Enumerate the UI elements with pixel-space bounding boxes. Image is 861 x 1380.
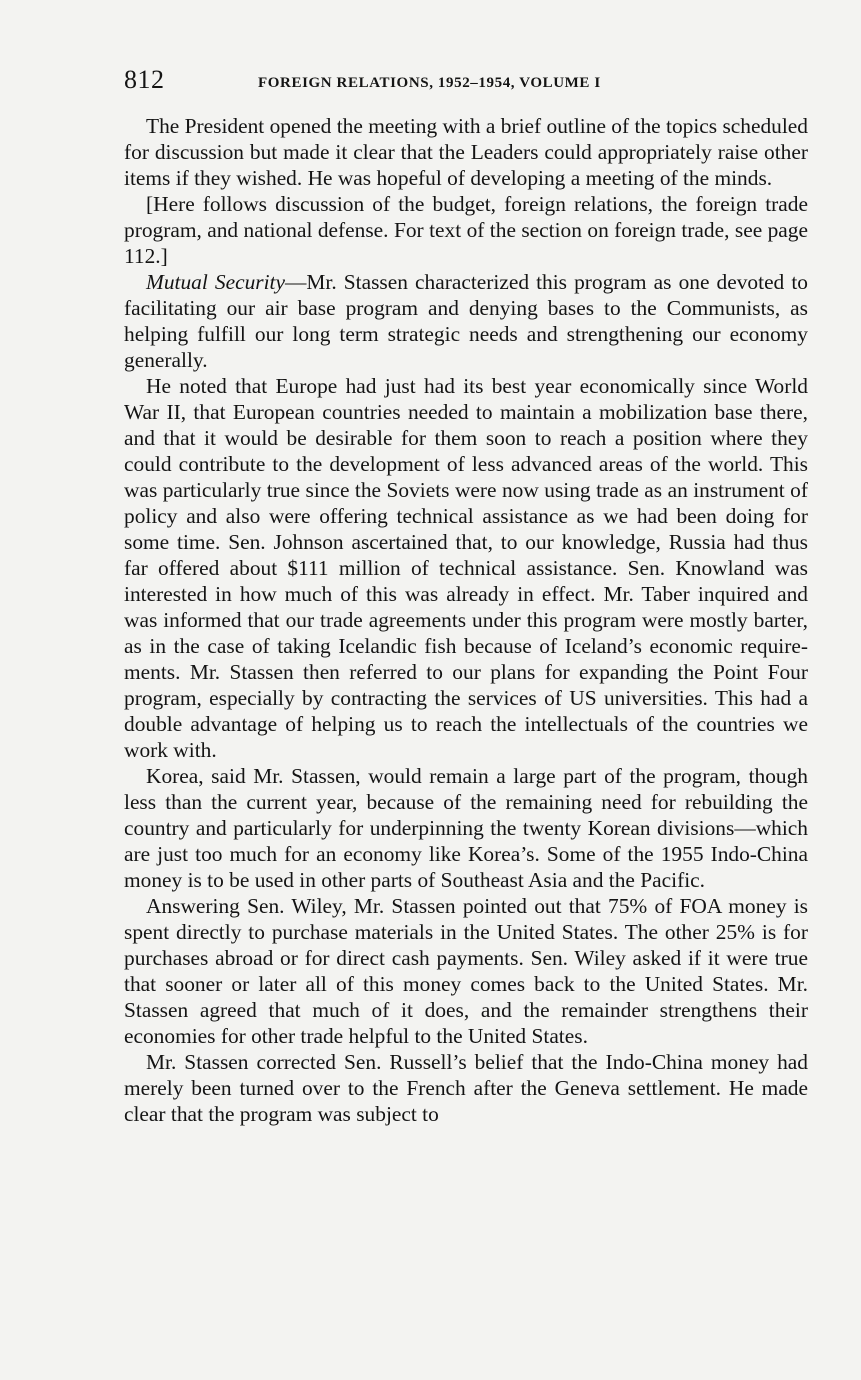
paragraph-president-opening: The President opened the meeting with a brief outline of the topics scheduled for discussion but made it clear that the Leaders could appropriately raise other items if they wished. He was hopeful of developing a meeting of the minds. xyxy=(124,114,808,190)
body-text xyxy=(124,113,808,1127)
page-header xyxy=(124,62,808,98)
paragraph-mutual-security: Mutual Security—Mr. Stassen characterized this program as one devoted to facilitating our air base program and denying bases to the Communists, as helping fulfill our long term strategic needs and strengthening our economy generally. xyxy=(124,270,808,372)
paragraph-indochina: Mr. Stassen corrected Sen. Russell’s belief that the Indo-China money had merely been turned over to the French after the Geneva settlement. He made clear that the program was subject to xyxy=(124,1050,808,1126)
page-number: 812 xyxy=(124,65,165,94)
paragraph-europe: He noted that Europe had just had its best year economically since World War II, that European countries needed to maintain a mobilization base there, and that it would be desirable for them soon to reach a position where they could contribute to the development of less advanced areas of the world. This was particularly true since the Soviets were now using trade as an instrument of policy and also were offering technical assistance as we had been doing for some time. Sen. Johnson ascertained that, to our knowledge, Russia had thus far offered about $111 million of technical assistance. Sen. Knowland was interested in how much of this was already in effect. Mr. Taber inquired and was informed that our trade agreements under this program were mostly barter, as in the case of taking Icelandic fish because of Iceland’s economic requirements. Mr. Stassen then referred to our plans for expanding the Point Four program, especially by contracting the services of US universities. This had a double advantage of helping us to reach the intellectuals of the countries we work with. xyxy=(124,374,808,762)
paragraph-korea: Korea, said Mr. Stassen, would remain a large part of the program, though less than the current year, because of the remaining need for rebuilding the country and particularly for underpinning the twenty Korean divisions—which are just too much for an economy like Korea’s. Some of the 1955 Indo-China money is to be used in other parts of Southeast Asia and the Pacific. xyxy=(124,764,808,892)
paragraph-editorial-note: [Here follows discussion of the budget, foreign relations, the foreign trade program, and national defense. For text of the section on foreign trade, see page 112.] xyxy=(124,192,808,268)
running-head: FOREIGN RELATIONS, 1952–1954, VOLUME I xyxy=(258,75,601,91)
paragraph-foa-money: Answering Sen. Wiley, Mr. Stassen pointed out that 75% of FOA money is spent directly to purchase materials in the United States. The other 25% is for purchases abroad or for direct cash payments. Sen. Wiley asked if it were true that sooner or later all of this money comes back to the United States. Mr. Stassen agreed that much of it does, and the remainder strengthens their economies for other trade helpful to the United States. xyxy=(124,894,808,1048)
run-in-heading: Mutual Security xyxy=(146,270,285,294)
